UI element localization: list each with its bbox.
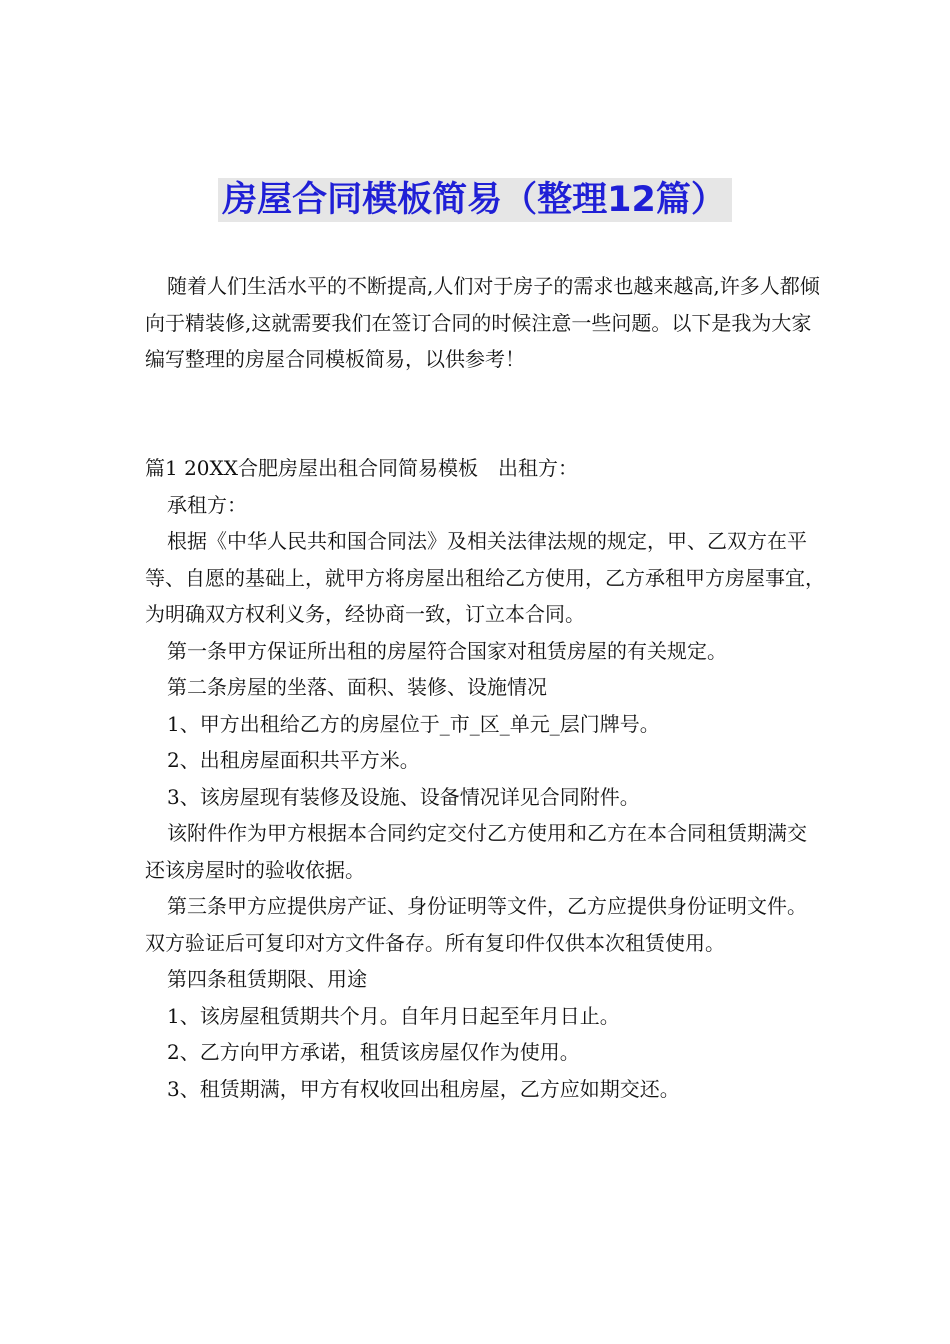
contract-paragraph: 第三条甲方应提供房产证、身份证明等文件，乙方应提供身份证明文件。双方验证后可复印对方文件备存。所有复印件仅供本次租赁使用。 [145,894,807,955]
document-title: 房屋合同模板简易（整理12篇） [218,178,732,222]
title-container [0,178,950,222]
contract-paragraph: 该附件作为甲方根据本合同约定交付乙方使用和乙方在本合同租赁期满交还该房屋时的验收依据。 [145,821,807,882]
intro-paragraph: 随着人们生活水平的不断提高,人们对于房子的需求也越来越高,许多人都倾向于精装修,这就需要我们在签订合同的时候注意一些问题。以下是我为大家编写整理的房屋合同模板简易，以供参考！ [145,274,820,371]
contract-paragraph: 2、出租房屋面积共平方米。 [167,748,420,772]
contract-paragraph: 根据《中华人民共和国合同法》及相关法律法规的规定，甲、乙双方在平等、自愿的基础上，就甲方将房屋出租给乙方使用，乙方承租甲方房屋事宜，为明确双方权利义务，经协商一致，订立本合同。 [145,529,825,626]
contract-paragraph: 2、乙方向甲方承诺，租赁该房屋仅作为使用。 [167,1040,580,1064]
contract-paragraph: 第一条甲方保证所出租的房屋符合国家对租赁房屋的有关规定。 [167,638,727,663]
contract-body [145,450,825,1107]
contract-paragraph: 第四条租赁期限、用途 [167,967,367,991]
contract-paragraph: 1、该房屋租赁期共个月。自年月日起至年月日止。 [167,1003,620,1028]
contract-paragraph: 1、甲方出租给乙方的房屋位于_市_区_单元_层门牌号。 [167,711,660,736]
contract-paragraph: 承租方： [167,492,247,517]
contract-paragraph: 3、该房屋现有装修及设施、设备情况详见合同附件。 [167,784,640,809]
contract-paragraph: 3、租赁期满，甲方有权收回出租房屋，乙方应如期交还。 [167,1076,680,1101]
contract-paragraph: 第二条房屋的坐落、面积、装修、设施情况 [167,675,547,699]
contract-paragraph: 篇1 20XX合肥房屋出租合同简易模板 出租方： [145,456,579,480]
